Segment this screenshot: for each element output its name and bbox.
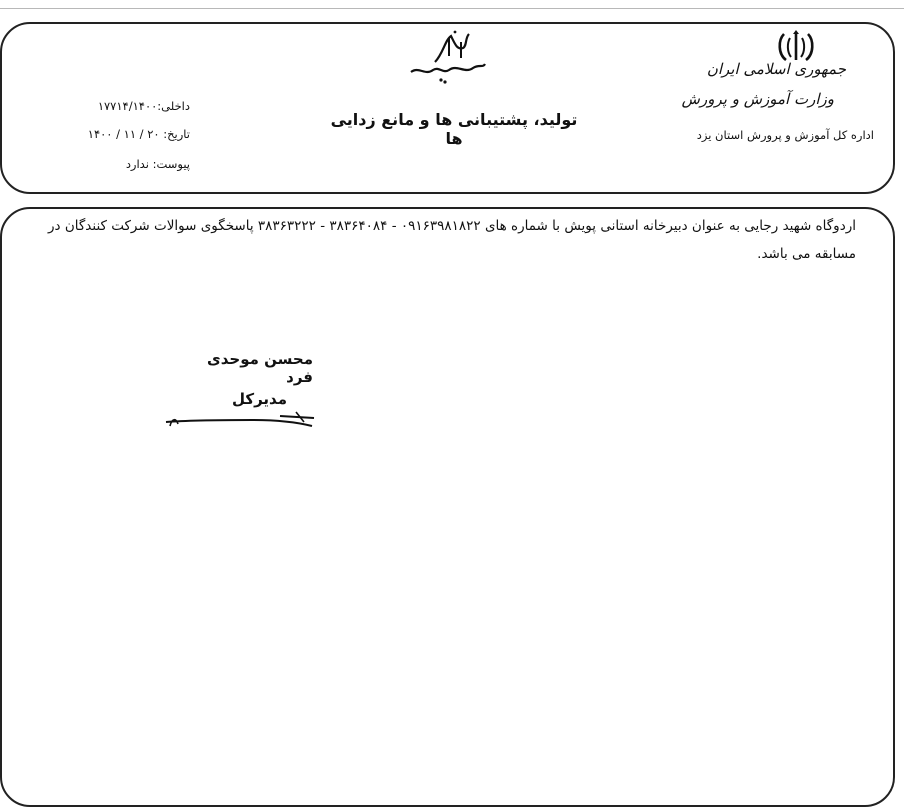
- letter-attachment: پیوست: ندارد: [125, 157, 190, 171]
- slogan-title: تولید، پشتیبانی ها و مانع زدایی ها: [330, 110, 578, 148]
- ministry-name: وزارت آموزش و پرورش: [681, 90, 834, 108]
- iran-emblem-icon: [776, 30, 816, 64]
- handwritten-signature: [162, 408, 322, 434]
- letter-paragraph: اردوگاه شهید رجایی به عنوان دبیرخانه استانی پویش با شماره های ۰۹۱۶۳۹۸۱۸۲۲ - ۳۸۳۶۴۰۸۴ - ۳۸۳۶۳۲۲۲ پاسخگوی سوالات شرکت کنندگان در مسابقه می باشد.: [48, 218, 856, 262]
- office-name: اداره کل آموزش و پرورش استان یزد: [696, 128, 874, 142]
- country-name: جمهوری اسلامی ایران: [706, 60, 846, 78]
- signatory-title: مدیرکل: [231, 390, 287, 408]
- top-border-line: [0, 8, 904, 9]
- letter-body-frame: [0, 207, 895, 807]
- letter-number: داخلی:۱۷۷۱۴/۱۴۰۰: [97, 99, 190, 113]
- basmala-calligraphy: [405, 28, 489, 88]
- letter-date: تاریخ: ۲۰ / ۱۱ / ۱۴۰۰: [87, 127, 190, 141]
- signatory-name: محسن موحدی فرد: [207, 350, 313, 386]
